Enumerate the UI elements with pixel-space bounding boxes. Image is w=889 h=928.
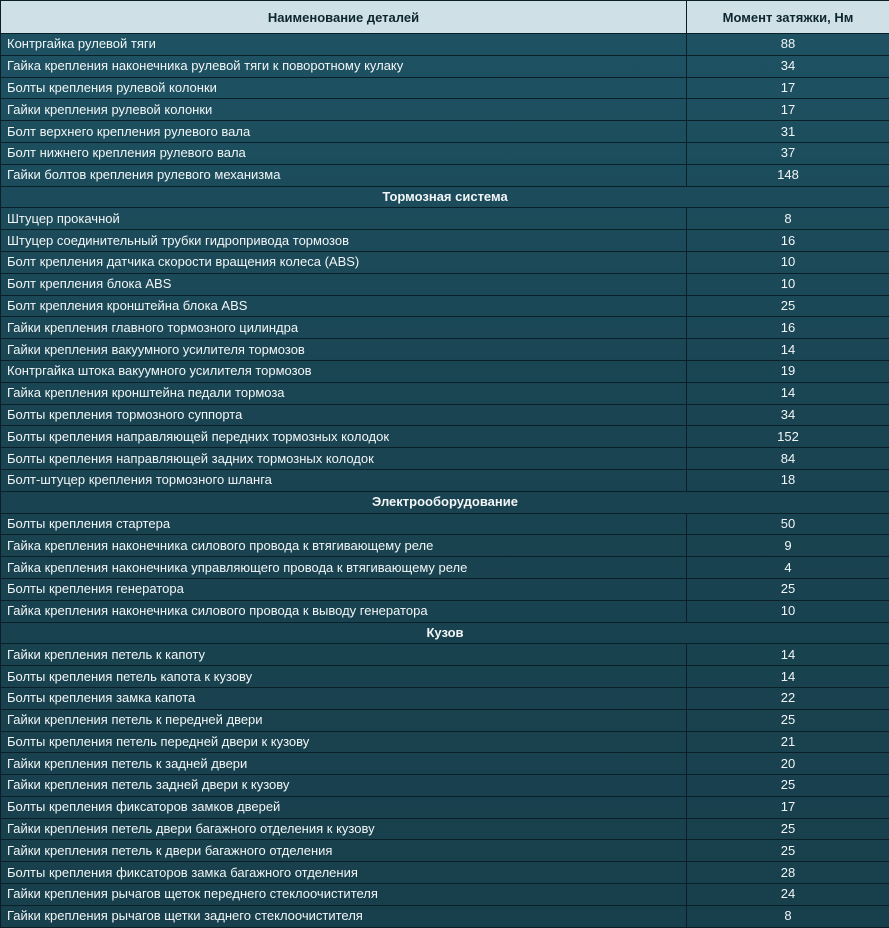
table-row — [1, 34, 889, 56]
part-name-cell: Штуцер прокачной — [1, 208, 687, 230]
header-row — [1, 1, 889, 34]
part-name-cell: Гайки крепления петель к двери багажного отделения — [1, 840, 687, 862]
torque-value-cell: 50 — [687, 513, 889, 535]
table-row — [1, 404, 889, 426]
torque-value-cell: 22 — [687, 687, 889, 709]
torque-value-cell: 25 — [687, 578, 889, 600]
table-row — [1, 905, 889, 927]
torque-value-cell: 148 — [687, 164, 889, 186]
torque-value-cell: 14 — [687, 644, 889, 666]
torque-value-cell: 17 — [687, 796, 889, 818]
table-row — [1, 360, 889, 382]
torque-value-cell: 17 — [687, 99, 889, 121]
table-row — [1, 339, 889, 361]
section-heading-row — [1, 622, 889, 644]
torque-value-cell: 10 — [687, 251, 889, 273]
table-row — [1, 295, 889, 317]
part-name-cell: Болты крепления направляющей передних тормозных колодок — [1, 426, 687, 448]
torque-value-cell: 25 — [687, 840, 889, 862]
torque-value-cell: 152 — [687, 426, 889, 448]
table-row — [1, 709, 889, 731]
part-name-cell: Гайки крепления петель к задней двери — [1, 753, 687, 775]
table-row — [1, 818, 889, 840]
table-row — [1, 77, 889, 99]
part-name-cell: Болты крепления тормозного суппорта — [1, 404, 687, 426]
part-name-cell: Гайка крепления кронштейна педали тормоза — [1, 382, 687, 404]
table-row — [1, 251, 889, 273]
torque-value-cell: 84 — [687, 448, 889, 470]
table-row — [1, 208, 889, 230]
table-header — [1, 1, 889, 34]
part-name-cell: Болты крепления фиксаторов замка багажного отделения — [1, 862, 687, 884]
table-row — [1, 884, 889, 906]
part-name-cell: Контргайка рулевой тяги — [1, 34, 687, 56]
table-row — [1, 164, 889, 186]
part-name-cell: Гайка крепления наконечника силового провода к втягивающему реле — [1, 535, 687, 557]
torque-value-cell: 25 — [687, 775, 889, 797]
torque-value-cell: 9 — [687, 535, 889, 557]
part-name-cell: Контргайка штока вакуумного усилителя тормозов — [1, 360, 687, 382]
section-title: Кузов — [1, 622, 889, 644]
part-name-cell: Гайки крепления рычагов щетки заднего стеклоочистителя — [1, 905, 687, 927]
torque-value-cell: 10 — [687, 273, 889, 295]
table-row — [1, 687, 889, 709]
torque-value-cell: 14 — [687, 339, 889, 361]
part-name-cell: Болты крепления петель передней двери к кузову — [1, 731, 687, 753]
table-row — [1, 469, 889, 491]
part-name-cell: Болт нижнего крепления рулевого вала — [1, 142, 687, 164]
torque-value-cell: 24 — [687, 884, 889, 906]
torque-value-cell: 14 — [687, 382, 889, 404]
part-name-cell: Гайки крепления петель к передней двери — [1, 709, 687, 731]
table-row — [1, 557, 889, 579]
table-row — [1, 230, 889, 252]
torque-value-cell: 37 — [687, 142, 889, 164]
section-heading-row — [1, 186, 889, 208]
table-row — [1, 666, 889, 688]
table-row — [1, 382, 889, 404]
part-name-cell: Болты крепления генератора — [1, 578, 687, 600]
torque-value-cell: 18 — [687, 469, 889, 491]
table-row — [1, 273, 889, 295]
table-row — [1, 753, 889, 775]
torque-value-cell: 19 — [687, 360, 889, 382]
part-name-cell: Болт крепления блока ABS — [1, 273, 687, 295]
torque-value-cell: 31 — [687, 121, 889, 143]
table-row — [1, 578, 889, 600]
torque-value-cell: 34 — [687, 55, 889, 77]
part-name-cell: Гайки крепления рычагов щеток переднего стеклоочистителя — [1, 884, 687, 906]
part-name-cell: Болты крепления петель капота к кузову — [1, 666, 687, 688]
torque-value-cell: 20 — [687, 753, 889, 775]
table-row — [1, 535, 889, 557]
table-row — [1, 55, 889, 77]
section-title: Электрооборудование — [1, 491, 889, 513]
table-row — [1, 426, 889, 448]
table-row — [1, 317, 889, 339]
table-row — [1, 644, 889, 666]
torque-value-cell: 88 — [687, 34, 889, 56]
column-header-part-name: Наименование деталей — [1, 1, 687, 34]
torque-value-cell: 25 — [687, 295, 889, 317]
torque-value-cell: 25 — [687, 709, 889, 731]
torque-value-cell: 25 — [687, 818, 889, 840]
torque-value-cell: 21 — [687, 731, 889, 753]
part-name-cell: Болты крепления замка капота — [1, 687, 687, 709]
torque-value-cell: 4 — [687, 557, 889, 579]
table-row — [1, 775, 889, 797]
part-name-cell: Болт-штуцер крепления тормозного шланга — [1, 469, 687, 491]
part-name-cell: Болт крепления датчика скорости вращения колеса (ABS) — [1, 251, 687, 273]
table-row — [1, 731, 889, 753]
part-name-cell: Болты крепления рулевой колонки — [1, 77, 687, 99]
part-name-cell: Болты крепления направляющей задних тормозных колодок — [1, 448, 687, 470]
table-row — [1, 448, 889, 470]
torque-value-cell: 28 — [687, 862, 889, 884]
table-row — [1, 142, 889, 164]
torque-value-cell: 16 — [687, 230, 889, 252]
part-name-cell: Болт верхнего крепления рулевого вала — [1, 121, 687, 143]
part-name-cell: Гайки крепления петель двери багажного отделения к кузову — [1, 818, 687, 840]
part-name-cell: Штуцер соединительный трубки гидропривода тормозов — [1, 230, 687, 252]
part-name-cell: Болт крепления кронштейна блока ABS — [1, 295, 687, 317]
part-name-cell: Гайка крепления наконечника управляющего провода к втягивающему реле — [1, 557, 687, 579]
part-name-cell: Гайка крепления наконечника рулевой тяги к поворотному кулаку — [1, 55, 687, 77]
table-row — [1, 862, 889, 884]
torque-value-cell: 8 — [687, 208, 889, 230]
table-row — [1, 99, 889, 121]
torque-value-cell: 16 — [687, 317, 889, 339]
table-row — [1, 796, 889, 818]
part-name-cell: Болты крепления фиксаторов замков дверей — [1, 796, 687, 818]
table-row — [1, 840, 889, 862]
part-name-cell: Гайки крепления вакуумного усилителя тормозов — [1, 339, 687, 361]
torque-value-cell: 17 — [687, 77, 889, 99]
part-name-cell: Болты крепления стартера — [1, 513, 687, 535]
column-header-torque: Момент затяжки, Нм — [687, 1, 889, 34]
part-name-cell: Гайки крепления главного тормозного цилиндра — [1, 317, 687, 339]
section-title: Тормозная система — [1, 186, 889, 208]
table-body — [1, 34, 889, 928]
part-name-cell: Гайки крепления петель задней двери к кузову — [1, 775, 687, 797]
part-name-cell: Гайки крепления петель к капоту — [1, 644, 687, 666]
section-heading-row — [1, 491, 889, 513]
torque-value-cell: 10 — [687, 600, 889, 622]
part-name-cell: Гайка крепления наконечника силового провода к выводу генератора — [1, 600, 687, 622]
torque-value-cell: 14 — [687, 666, 889, 688]
table-row — [1, 513, 889, 535]
table-row — [1, 600, 889, 622]
torque-value-cell: 8 — [687, 905, 889, 927]
part-name-cell: Гайки крепления рулевой колонки — [1, 99, 687, 121]
torque-value-cell: 34 — [687, 404, 889, 426]
table-row — [1, 121, 889, 143]
part-name-cell: Гайки болтов крепления рулевого механизма — [1, 164, 687, 186]
